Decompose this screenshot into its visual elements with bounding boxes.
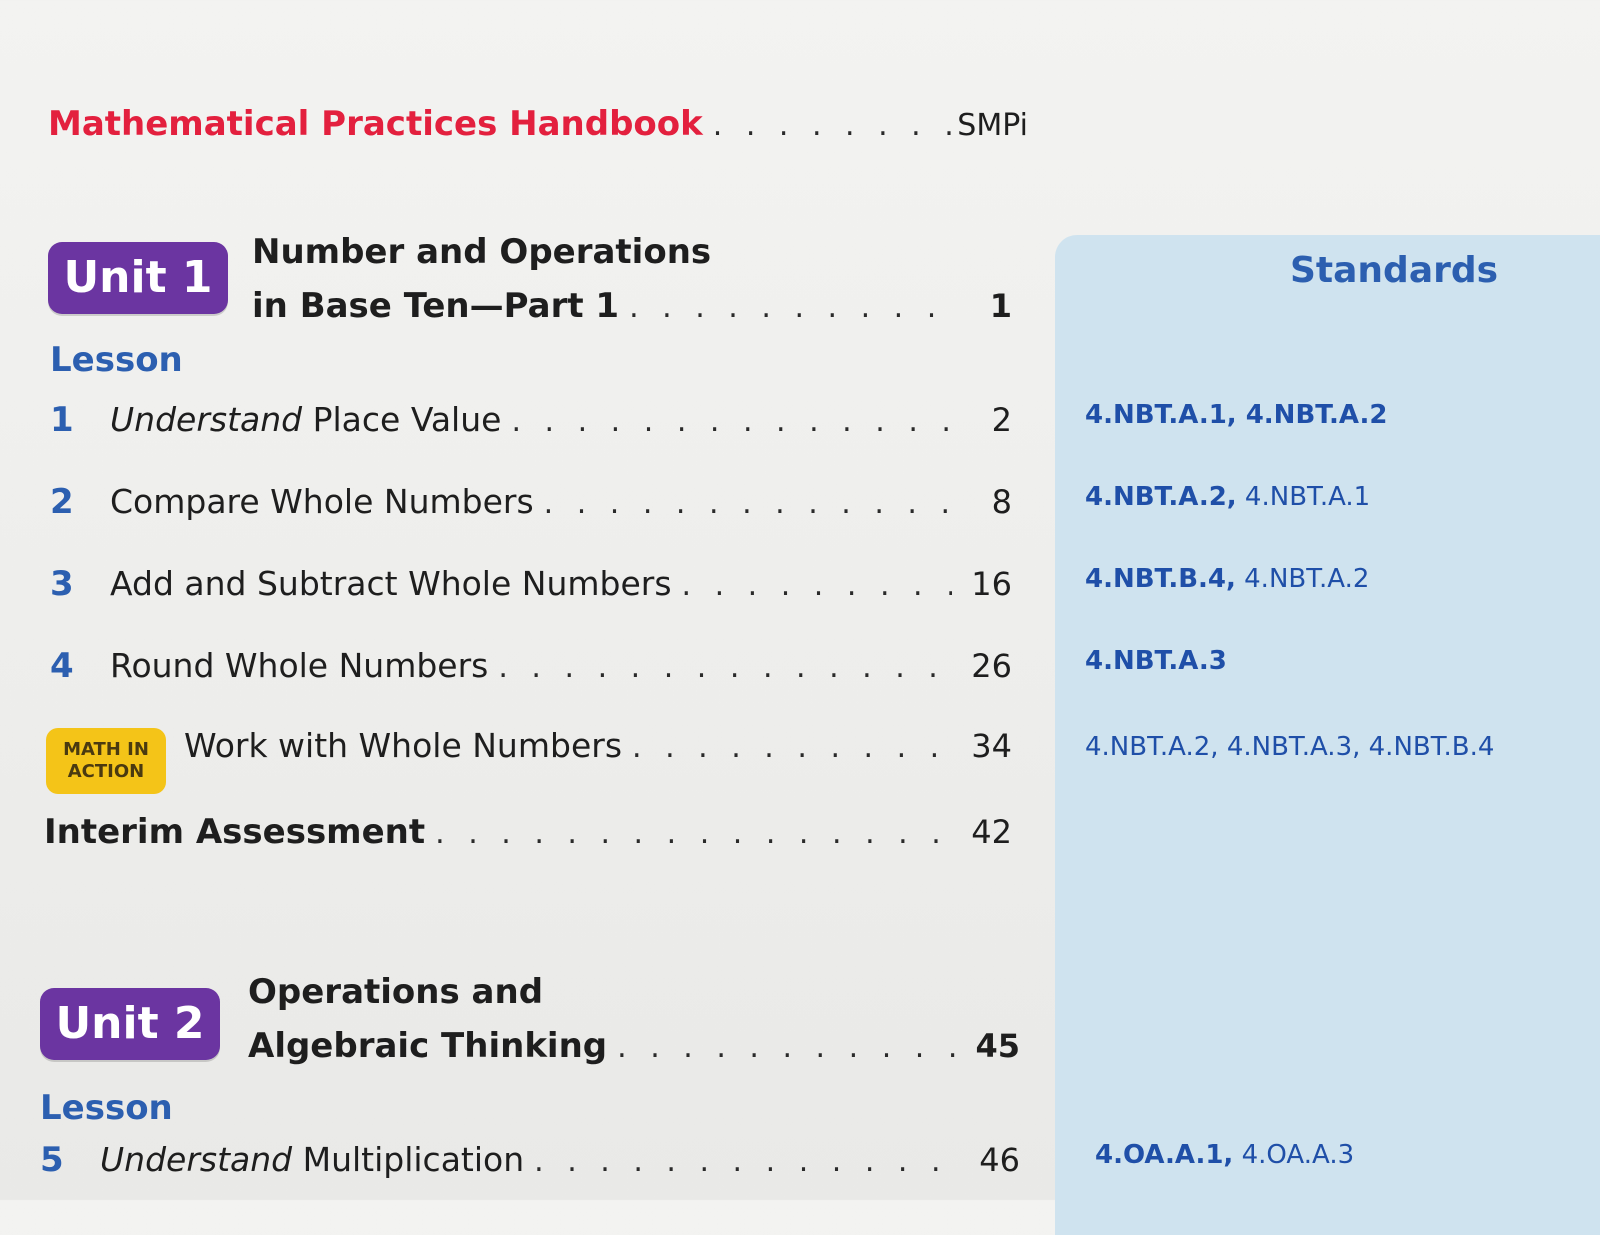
lesson-number: 3 [50, 564, 74, 604]
lesson-page: 2 [991, 401, 1012, 439]
std-secondary: 4.NBT.A.2 [1235, 564, 1370, 594]
lesson-page: 8 [991, 483, 1012, 521]
std-primary: 4.NBT.B.4, [1085, 564, 1236, 594]
unit-1-page: 1 [989, 287, 1012, 325]
interim-assessment-row[interactable] [44, 812, 1012, 852]
unit-1-title-row[interactable] [252, 286, 1012, 326]
handbook-title: Mathematical Practices Handbook [48, 104, 703, 144]
std-secondary: 4.OA.A.3 [1233, 1140, 1355, 1170]
dot-leader [607, 1030, 960, 1065]
unit-2-badge: Unit 2 [40, 988, 220, 1060]
unit-1-title-line2: in Base Ten—Part 1 [252, 286, 620, 326]
unit-2-title-row[interactable] [248, 1026, 1020, 1066]
lesson-title: Work with Whole Numbers [184, 726, 623, 765]
std-secondary: 4.NBT.A.2, 4.NBT.A.3, 4.NBT.B.4 [1085, 732, 1495, 762]
lesson-title-italic: Understand [100, 1140, 293, 1179]
dot-leader [703, 108, 958, 143]
lesson-page: 26 [971, 647, 1012, 685]
std-primary: 4.NBT.A.1, 4.NBT.A.2 [1085, 400, 1388, 430]
lesson-label: Lesson [40, 1088, 173, 1128]
lesson-number: 4 [50, 646, 74, 686]
lesson-page: 16 [971, 565, 1012, 603]
unit-1-badge: Unit 1 [48, 242, 228, 314]
unit-2-page: 45 [975, 1027, 1020, 1065]
handbook-entry[interactable] [48, 104, 1028, 156]
badge-line2: ACTION [67, 761, 145, 782]
lesson-title-text: Multiplication [292, 1140, 525, 1179]
std-secondary: 4.NBT.A.1 [1236, 482, 1371, 512]
lesson-2-standards [1085, 482, 1370, 512]
lesson-title-text: Compare Whole Numbers [110, 482, 534, 521]
dot-leader [534, 486, 952, 521]
lesson-page: 34 [971, 727, 1012, 765]
lesson-title [100, 1140, 524, 1179]
math-in-action-standards [1085, 732, 1494, 762]
unit-1-title-line1: Number and Operations [252, 232, 712, 272]
lesson-row-1[interactable] [50, 400, 1012, 448]
badge-line1: MATH IN [63, 739, 149, 760]
lesson-row-2[interactable] [50, 482, 1012, 530]
lesson-number: 2 [50, 482, 74, 522]
lesson-number: 5 [40, 1140, 64, 1180]
lesson-title [110, 400, 501, 439]
lesson-row-3[interactable] [50, 564, 1012, 612]
interim-page: 42 [971, 813, 1012, 851]
lesson-1-standards [1085, 400, 1388, 430]
dot-leader [524, 1144, 960, 1179]
unit-2-title-line1: Operations and [248, 972, 544, 1012]
dot-leader [622, 730, 952, 765]
math-in-action-row[interactable] [46, 726, 1012, 796]
dot-leader [488, 650, 952, 685]
std-primary: 4.NBT.A.2, [1085, 482, 1237, 512]
lesson-number: 1 [50, 400, 74, 440]
unit-2-title-line2: Algebraic Thinking [248, 1026, 608, 1066]
lesson-title [110, 564, 672, 603]
dot-leader [425, 816, 952, 851]
lesson-page: 46 [979, 1141, 1020, 1179]
lesson-title-text: Add and Subtract Whole Numbers [110, 564, 672, 603]
handbook-page: SMPi [957, 108, 1028, 143]
std-primary: 4.NBT.A.3 [1085, 646, 1227, 676]
dot-leader [501, 404, 952, 439]
standards-header: Standards [1290, 250, 1499, 291]
lesson-label: Lesson [50, 340, 183, 380]
dot-leader [619, 290, 952, 325]
lesson-row-5[interactable] [40, 1140, 1020, 1188]
lesson-4-standards [1085, 646, 1227, 676]
lesson-title-text: Place Value [302, 400, 502, 439]
dot-leader [672, 568, 952, 603]
lesson-row-4[interactable] [50, 646, 1012, 694]
std-primary: 4.OA.A.1, [1095, 1140, 1234, 1170]
interim-title: Interim Assessment [44, 812, 426, 852]
math-in-action-badge [46, 728, 166, 794]
lesson-title [110, 646, 488, 685]
lesson-title [110, 482, 534, 521]
lesson-title-italic: Understand [110, 400, 303, 439]
lesson-3-standards [1085, 564, 1369, 594]
lesson-5-standards [1095, 1140, 1354, 1170]
lesson-title-text: Round Whole Numbers [110, 646, 489, 685]
